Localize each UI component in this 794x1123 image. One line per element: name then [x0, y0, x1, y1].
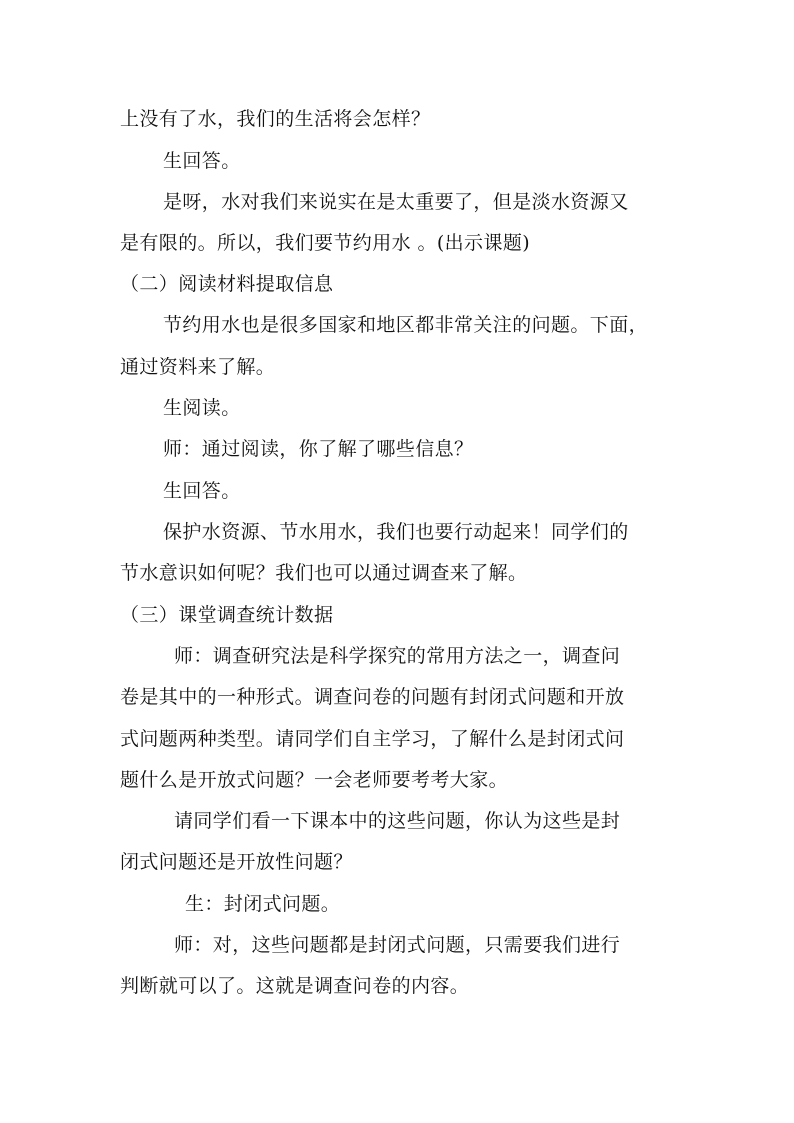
section-heading: （二）阅读材料提取信息 [120, 273, 334, 295]
paragraph-line: 上没有了水，我们的生活将会怎样？ [120, 108, 431, 130]
paragraph-line: 保护水资源、节水用水，我们也要行动起来！同学们的 [163, 521, 629, 543]
paragraph-line: 卷是其中的一种形式。调查问卷的问题有封闭式问题和开放 [120, 686, 625, 708]
paragraph-line: 式问题两种类型。请同学们自主学习，了解什么是封闭式问 [120, 728, 625, 750]
paragraph-line: 通过资料来了解。 [120, 356, 276, 378]
paragraph-line: 请同学们看一下课本中的这些问题，你认为这些是封 [174, 810, 621, 832]
paragraph-line: 师：对，这些问题都是封闭式问题，只需要我们进行 [174, 934, 621, 956]
paragraph-line: 是有限的。所以，我们要节约用水 。(出示课题) [120, 232, 531, 254]
paragraph-line: 题什么是开放式问题？一会老师要考考大家。 [120, 769, 509, 791]
paragraph-line: 生：封闭式问题。 [185, 893, 341, 915]
paragraph-line: 生阅读。 [163, 397, 241, 419]
section-heading: （三）课堂调查统计数据 [120, 604, 334, 626]
paragraph-line: 闭式问题还是开放性问题？ [120, 851, 353, 873]
paragraph-line: 师：调查研究法是科学探究的常用方法之一，调查问 [174, 645, 621, 667]
paragraph-line: 生回答。 [163, 480, 241, 502]
paragraph-line: 节水意识如何呢？我们也可以通过调查来了解。 [120, 562, 528, 584]
paragraph-line: 师：通过阅读，你了解了哪些信息？ [163, 438, 474, 460]
paragraph-line: 是呀，水对我们来说实在是太重要了，但是淡水资源又 [163, 191, 629, 213]
paragraph-line: 生回答。 [163, 150, 241, 172]
paragraph-line: 判断就可以了。这就是调查问卷的内容。 [120, 975, 470, 997]
paragraph-line: 节约用水也是很多国家和地区都非常关注的问题。下面， [163, 314, 649, 336]
